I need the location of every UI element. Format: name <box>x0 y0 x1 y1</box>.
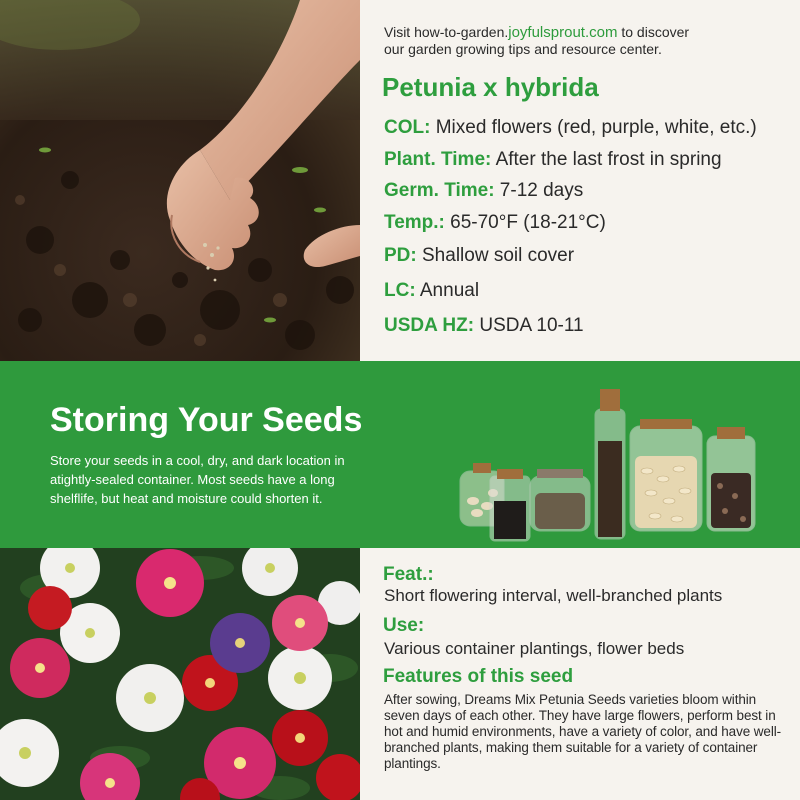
attr-value: Shallow soil cover <box>416 245 575 266</box>
attr-value: Mixed flowers (red, purple, white, etc.) <box>430 117 757 138</box>
attr-temperature <box>384 212 606 234</box>
use-text: Various container plantings, flower beds <box>384 639 685 658</box>
visit-suffix: to discover <box>617 24 690 40</box>
attr-label: PD: <box>384 245 417 266</box>
attr-plant-time <box>384 149 722 171</box>
attr-value: USDA 10-11 <box>474 315 584 336</box>
attr-label: Germ. Time: <box>384 180 495 201</box>
website-link[interactable]: joyfulsprout.com <box>508 24 618 41</box>
attr-value: After the last frost in spring <box>491 149 722 170</box>
soil-photo <box>0 0 360 361</box>
attr-label: COL: <box>384 117 431 138</box>
feat-label: Feat.: <box>383 564 434 585</box>
storing-seeds-text: Store your seeds in a cool, dry, and dark location in atightly-sealed container. Most seeds have a long shelflife, but heat and moisture could shorten it. <box>50 453 345 506</box>
attr-label: Plant. Time: <box>384 149 492 170</box>
attr-value: Annual <box>415 280 480 301</box>
attr-germ-time <box>384 180 583 202</box>
petunia-flowers-photo <box>0 548 360 800</box>
features-panel <box>360 548 800 800</box>
plant-info-panel <box>360 0 800 361</box>
attr-usda-zone <box>384 315 584 337</box>
attr-label: USDA HZ: <box>384 315 475 336</box>
plant-title: Petunia x hybrida <box>382 72 599 102</box>
attr-value: 65-70°F (18-21°C) <box>444 212 606 233</box>
hand-sowing-seeds-image <box>0 0 360 361</box>
visit-website-note <box>384 24 689 58</box>
attr-label: LC: <box>384 280 416 301</box>
petunia-flowers-image <box>0 548 360 800</box>
seed-features-heading: Features of this seed <box>383 666 574 687</box>
attr-color <box>384 117 757 139</box>
visit-prefix: Visit how-to-garden. <box>384 24 509 40</box>
storing-seeds-title: Storing Your Seeds <box>50 401 363 439</box>
seed-features-text: After sowing, Dreams Mix Petunia Seeds varieties bloom within seven days of each other. They have large flowers, perform best in hot and humid environments, have a variety of color, and have well-branched plants, making them suitable for a variety of container plantings. <box>384 692 782 771</box>
visit-line-2: our garden growing tips and resource center. <box>384 41 662 57</box>
attr-label: Temp.: <box>384 212 445 233</box>
use-label: Use: <box>383 615 425 636</box>
seed-jars-image <box>455 381 765 546</box>
storing-seeds-band <box>0 361 800 548</box>
attr-life-cycle <box>384 280 479 302</box>
feat-text: Short flowering interval, well-branched plants <box>384 586 723 605</box>
attr-value: 7-12 days <box>494 180 584 201</box>
attr-planting-depth <box>384 245 574 267</box>
